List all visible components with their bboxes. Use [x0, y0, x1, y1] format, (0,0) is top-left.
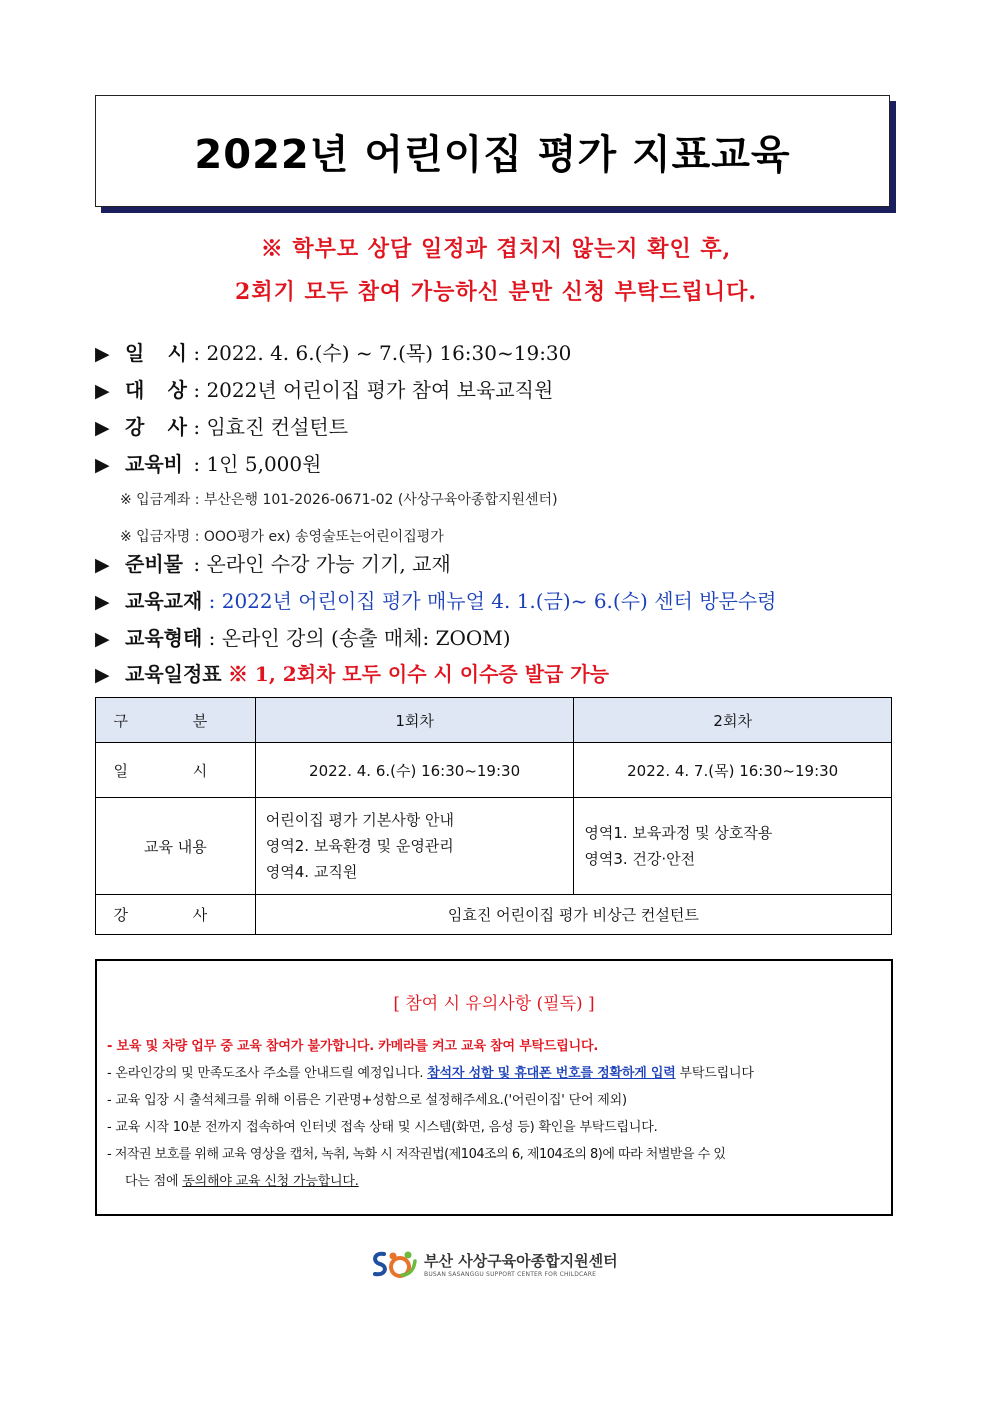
caution-title: [ 참여 시 유의사항 (필독) ]: [393, 994, 595, 1014]
triangle-icon: ▶: [95, 454, 110, 476]
triangle-icon: ▶: [95, 554, 110, 576]
caution-item: - 교육 입장 시 출석체크를 위해 이름은 기관명+성함으로 설정해주세요.('어린이집' 단어 제외): [107, 1093, 627, 1108]
triangle-icon: ▶: [95, 591, 110, 613]
content-item: 영역1. 보육과정 및 상호작용: [584, 824, 773, 842]
info-prep-value: : 온라인 수강 가능 기기, 교재: [193, 552, 451, 576]
depositor-name: ※ 입금자명 : OOO평가 ex) 송영술또는어린이집평가: [120, 529, 444, 545]
caution-emphasis: 참석자 성함 및 휴대폰 번호를 정확하게 입력: [427, 1066, 676, 1081]
table-row-lecturer: [96, 895, 892, 935]
footer-org: [424, 1250, 618, 1278]
info-textbook-label: 교육교재: [125, 589, 203, 613]
row-label-lecturer: 강 사: [96, 895, 256, 935]
info-lecturer: [95, 411, 348, 440]
row-label-date: 일 시: [96, 743, 256, 798]
page-title: 2022년 어린이집 평가 지표교육: [194, 131, 791, 178]
session-2-date: 2022. 4. 7.(목) 16:30~19:30: [574, 743, 892, 798]
info-format-label: 교육형태: [125, 626, 203, 650]
info-target-value: : 2022년 어린이집 평가 참여 보육교직원: [193, 378, 554, 402]
caution-box: [95, 959, 893, 1216]
content-item: 영역4. 교직원: [265, 863, 358, 881]
caution-item-continued: 다는 점에 동의해야 교육 신청 가능합니다.: [125, 1174, 359, 1189]
triangle-icon: ▶: [95, 380, 110, 402]
caution-list: [107, 1033, 887, 1195]
header-category: 구 분: [96, 698, 256, 743]
info-format-value: : 온라인 강의 (송출 매체: ZOOM): [208, 626, 511, 650]
content-item: 영역2. 보육환경 및 운영관리: [265, 837, 454, 855]
info-schedule: [95, 658, 609, 687]
info-target: [95, 374, 553, 403]
info-schedule-label: 교육일정표: [125, 662, 222, 686]
caution-item: - 보육 및 차량 업무 중 교육 참여가 불가합니다. 카메라를 켜고 교육 참여 부탁드립니다.: [107, 1039, 599, 1054]
deposit-account: ※ 입금계좌 : 부산은행 101-2026-0671-02 (사상구육아종합지원센터): [120, 492, 558, 508]
center-logo-icon: [370, 1249, 418, 1279]
table-row-date: [96, 743, 892, 798]
caution-item: - 온라인강의 및 만족도조사 주소를 안내드릴 예정입니다. 참석자 성함 및 휴대폰 번호를 정확하게 입력 부탁드립니다: [107, 1066, 754, 1081]
triangle-icon: ▶: [95, 628, 110, 650]
footer-logo: [370, 1249, 618, 1279]
session-1-content: [255, 798, 574, 895]
info-schedule-value: ※ 1, 2회차 모두 이수 시 이수증 발급 가능: [227, 662, 609, 686]
info-date: [95, 337, 571, 366]
schedule-table: [95, 697, 892, 935]
notice-line-2: 2회기 모두 참여 가능하신 분만 신청 부탁드립니다.: [235, 279, 757, 305]
content-item: 영역3. 건강·안전: [584, 850, 696, 868]
caution-item: - 교육 시작 10분 전까지 접속하여 인터넷 접속 상태 및 시스템(화면, 음성 등) 확인을 부탁드립니다.: [107, 1120, 658, 1135]
info-textbook-value: : 2022년 어린이집 평가 매뉴얼 4. 1.(금)~ 6.(수) 센터 방문수령: [208, 589, 777, 613]
triangle-icon: ▶: [95, 664, 110, 686]
info-fee-value: : 1인 5,000원: [193, 452, 322, 476]
info-date-value: : 2022. 4. 6.(수) ~ 7.(목) 16:30~19:30: [193, 341, 572, 365]
session-2-content: [574, 798, 892, 895]
org-name-en: BUSAN SASANGGU SUPPORT CENTER FOR CHILDCARE: [424, 1271, 597, 1278]
triangle-icon: ▶: [95, 343, 110, 365]
triangle-icon: ▶: [95, 417, 110, 439]
info-format: [95, 622, 511, 651]
info-textbook: [95, 585, 776, 614]
info-lecturer-label: 강 사: [125, 415, 187, 439]
header-session-2: 2회차: [574, 698, 892, 743]
title-box: [95, 95, 890, 207]
session-1-date: 2022. 4. 6.(수) 16:30~19:30: [255, 743, 574, 798]
header-session-1: 1회차: [255, 698, 574, 743]
caution-item: - 저작권 보호를 위해 교육 영상을 캡처, 녹취, 녹화 시 저작권법(제104조의 6, 제104조의 8)에 따라 처벌받을 수 있: [107, 1147, 726, 1162]
info-date-label: 일 시: [125, 341, 187, 365]
info-fee: [95, 448, 321, 477]
info-lecturer-value: : 임효진 컨설턴트: [193, 415, 349, 439]
table-row-content: [96, 798, 892, 895]
lecturer-value: 임효진 어린이집 평가 비상근 컨설턴트: [255, 895, 891, 935]
notice-line-1: ※ 학부모 상담 일정과 겹치지 않는지 확인 후,: [260, 236, 732, 262]
org-name-ko: 부산 사상구육아종합지원센터: [424, 1252, 618, 1270]
info-fee-label: 교육비: [125, 452, 183, 476]
table-header-row: [96, 698, 892, 743]
info-target-label: 대 상: [125, 378, 187, 402]
info-prep: [95, 548, 451, 577]
row-label-content: 교육 내용: [96, 798, 256, 895]
content-item: 어린이집 평가 기본사항 안내: [265, 811, 454, 829]
info-prep-label: 준비물: [125, 552, 183, 576]
